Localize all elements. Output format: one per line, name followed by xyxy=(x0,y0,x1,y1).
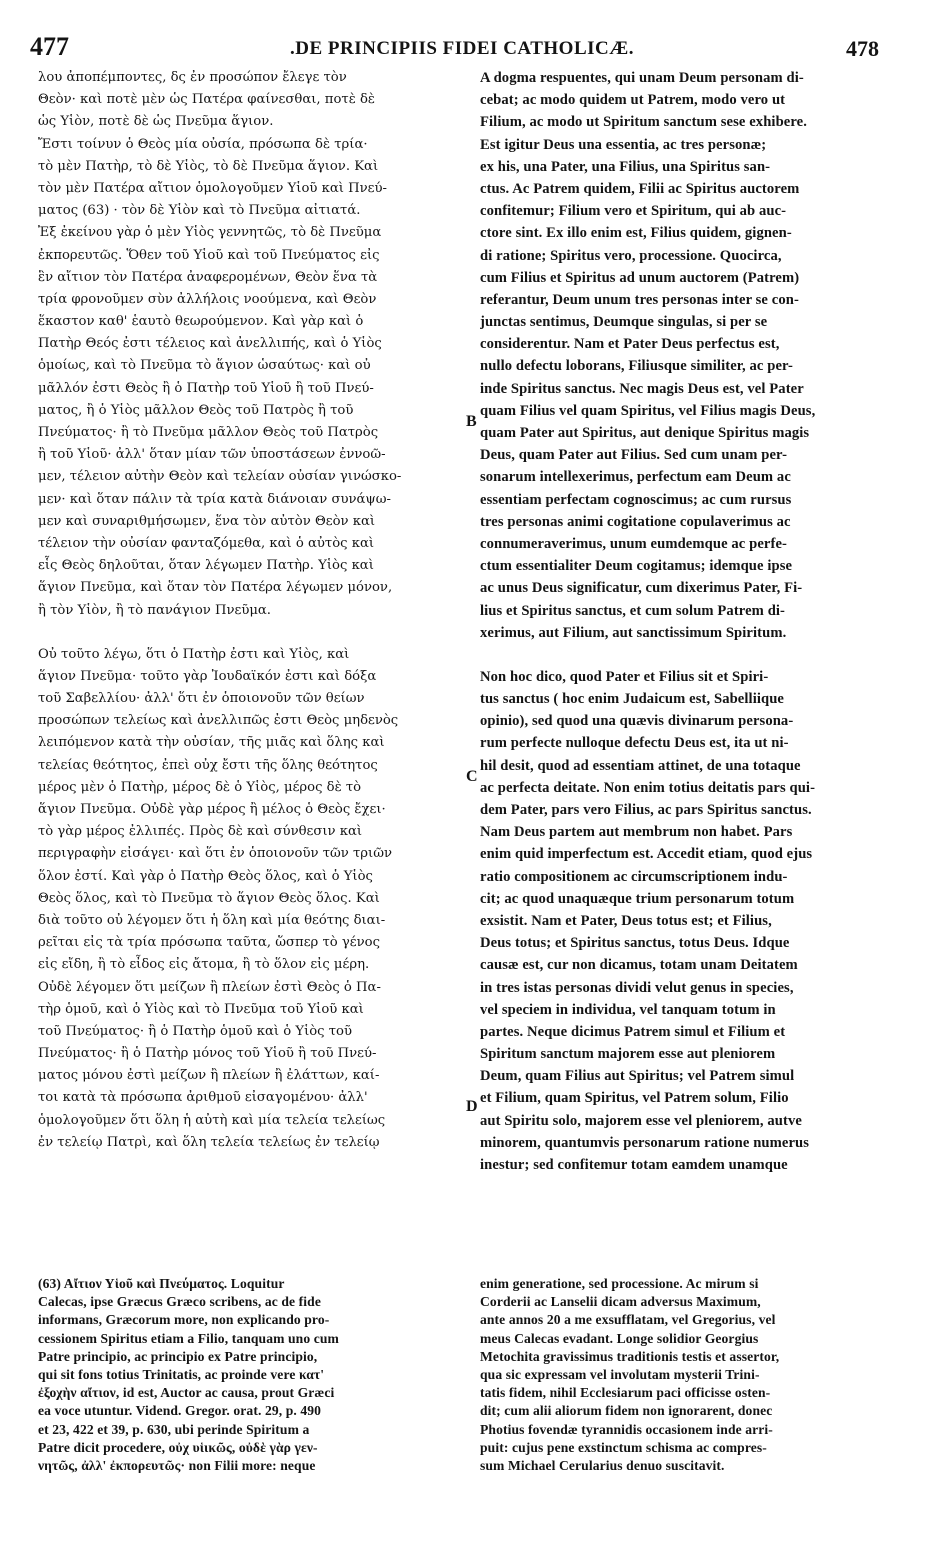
greek-text-line: τελείας θεότητος, ἐπεὶ οὐχ ἔστι τῆς ὅλης θεότητος xyxy=(38,757,378,773)
greek-text-line: ὅλον ἐστί. Καὶ γὰρ ὁ Πατὴρ Θεὸς ὅλος, καὶ ὁ Υἱὸς xyxy=(38,868,373,884)
latin-text-line: ex his, una Pater, una Filius, una Spiritus san- xyxy=(480,158,771,175)
footnote-line: puit: cujus pene exstinctum schisma ac compres- xyxy=(480,1439,767,1455)
greek-text-line: εἷς Θεὸς δηλοῦται, ὅταν λέγωμεν Πατὴρ. Υἱὸς καὶ xyxy=(38,558,374,574)
latin-text-line: referantur, Deum unum tres personas inter se con- xyxy=(480,291,799,308)
greek-text-line: τὴρ ὁμοῦ, καὶ ὁ Υἱὸς καὶ τὸ Πνεῦμα τοῦ Υἱοῦ καὶ xyxy=(38,1001,364,1017)
greek-text-line: τὸ γὰρ μέρος ἐλλιπές. Πρὸς δὲ καὶ σύνθεσιν καὶ xyxy=(38,824,363,840)
latin-text-line: ctore sint. Ex illo enim est, Filius quidem, gignen- xyxy=(480,225,792,242)
footnote-line: νητῶς, ἀλλ' ἐκπορευτῶς· non Filii more: neque xyxy=(38,1457,316,1473)
greek-text-line: ἓν αἴτιον τὸν Πατέρα ἀναφερομένων, Θεὸν ἕνα τὰ xyxy=(38,269,378,285)
footnote-line: ἐξοχὴν αἴτιον, id est, Auctor ac causa, prout Græci xyxy=(38,1385,335,1401)
greek-text-line: λειπόμενον κατὰ τὴν οὐσίαν, τῆς μιᾶς καὶ ὅλης καὶ xyxy=(38,735,385,751)
greek-text-line: ἢ τοῦ Υἱοῦ· ἀλλ' ὅταν μίαν τῶν ὑποστάσεων ἐννοῶ- xyxy=(38,447,386,463)
latin-text-line: inde Spiritus sanctus. Nec magis Deus est, vel Pater xyxy=(480,380,804,397)
greek-text-line: Πατὴρ Θεός ἐστι τέλειος καὶ ἀνελλιπής, καὶ ὁ Υἱὸς xyxy=(38,336,382,352)
latin-text-line: ac perfecta deitate. Non enim totius deitatis pars qui- xyxy=(480,779,816,796)
latin-text-line: exsistit. Nam et Pater, Deus totus est; et Filius, xyxy=(480,912,772,929)
latin-text-line: causæ est, cur non dicamus, totam unam Deitatem xyxy=(480,957,798,974)
greek-text-line: τοῦ Σαβελλίου· ἀλλ' ὅτι ἐν ὁποιονοῦν τῶν θείων xyxy=(38,691,365,707)
latin-text-line: lius et Spiritus sanctus, et cum solum Patrem di- xyxy=(480,602,786,619)
latin-text-line: cit; ac quod unaquæque trium personarum totum xyxy=(480,890,795,907)
latin-text-line: tus sanctus ( hoc enim Judaicum est, Sabelliique xyxy=(480,691,785,708)
latin-text-line: inestur; sed confitemur totam eamdem unamque xyxy=(480,1157,788,1173)
greek-text-line: Οὐδὲ λέγομεν ὅτι μείζων ἢ πλείων ἐστὶ Θεὸς ὁ Πα- xyxy=(38,979,381,995)
greek-text-line: τέλειον τὴν οὐσίαν φανταζόμεθα, καὶ ὁ αὐτὸς καὶ xyxy=(38,535,375,551)
latin-text-line: nullo defectu loborans, Filiusque similiter, ac per- xyxy=(480,358,794,375)
footnote-left xyxy=(38,1275,466,1475)
latin-text-line: essentiam perfectam cognoscimus; ac cum rursus xyxy=(480,491,792,508)
latin-text-line: Est igitur Deus una essentia, ac tres personæ; xyxy=(480,136,767,153)
greek-text-line: ἅγιον Πνεῦμα· τοῦτο γὰρ Ἰουδαϊκόν ἐστι καὶ δόξα xyxy=(38,668,377,684)
greek-text-line: τοι κατὰ τὰ πρόσωπα ἀριθμοῦ εἰσαγομένου· ἀλλ' xyxy=(38,1090,368,1106)
greek-text-line: ἐν τελείῳ Πατρὶ, καὶ ὅλη τελεία τελείως ἐν τελείῳ xyxy=(38,1134,380,1150)
greek-text-line: μεν καὶ συναριθμήσωμεν, ἕνα τὸν αὐτὸν Θεὸν καὶ xyxy=(38,513,376,529)
footnote-line: dit; cum alii aliorum fidem non ignorarent, donec xyxy=(480,1403,773,1419)
paragraph-gap xyxy=(38,622,466,644)
footnote-line: enim generatione, sed processione. Ac mirum si xyxy=(480,1276,759,1291)
greek-text-line: εἰς εἴδη, ἢ τὸ εἶδος εἰς ἄτομα, ἢ τὸ ὅλον εἰς μέρη. xyxy=(38,957,370,973)
greek-text-line: ματος μόνου ἐστὶ μείζων ἢ πλείων ἢ ἐλάττων, καί- xyxy=(38,1068,380,1084)
latin-text-line: xerimus, aut Filium, aut sanctissimum Spiritum. xyxy=(480,624,787,641)
latin-text-line: cebat; ac modo quidem ut Patrem, modo vero ut xyxy=(480,92,786,109)
greek-text-line: διὰ τοῦτο οὐ λέγομεν ὅτι ἡ ὅλη καὶ μία θεότης διαι- xyxy=(38,912,386,928)
footnote-line: Patre principio, ac principio ex Patre principio, xyxy=(38,1348,318,1364)
latin-text-line: Deus totus; et Spiritus sanctus, totus Deus. Idque xyxy=(480,935,790,952)
latin-text-line: minorem, quantumvis personarum ratione numerus xyxy=(480,1134,810,1151)
footnote-line: qui sit fons totius Trinitatis, ac proinde vere κατ' xyxy=(38,1366,325,1382)
greek-text-line: ματος, ἢ ὁ Υἱὸς μᾶλλον Θεὸς τοῦ Πατρὸς ἢ τοῦ xyxy=(38,402,354,418)
latin-text-line: quam Filius vel quam Spiritus, vel Filius magis Deus, xyxy=(480,402,816,419)
footnote-line: tatis fidem, nihil Ecclesiarum paci officisse osten- xyxy=(480,1385,771,1401)
footnote-line: informans, Græcorum more, non explicando pro- xyxy=(38,1312,330,1328)
footnote-line: ante annos 20 a me exsufflatam, vel Gregorius, vel xyxy=(480,1312,776,1328)
greek-text-line: τρία φρονοῦμεν σὺν ἀλλήλοις νοούμενα, καὶ Θεὸν xyxy=(38,291,377,307)
latin-text-line: vel speciem in individua, vel tanquam totum in xyxy=(480,1001,776,1018)
greek-text-line: λου ἀποπέμποντες, δς ἐν προσώπον ἔλεγε τὸν xyxy=(38,70,347,85)
greek-text-line: τοῦ Πνεύματος· ἢ ὁ Πατὴρ ὁμοῦ καὶ ὁ Υἱὸς τοῦ xyxy=(38,1023,353,1039)
footnote-line: Patre dicit procedere, οὐχ υἱικῶς, οὐδὲ γὰρ γεν- xyxy=(38,1439,318,1455)
footnote-line: Calecas, ipse Græcus Græco scribens, ac de fide xyxy=(38,1294,321,1310)
latin-text-line: opinio), sed quod una quævis divinarum persona- xyxy=(480,713,794,730)
footnote-line: Photius fovendæ tyrannidis occasionem inde arri- xyxy=(480,1421,773,1437)
latin-text-line: Non hoc dico, quod Pater et Filius sit et Spiri- xyxy=(480,668,769,685)
greek-text-line: Πνεύματος· ἢ ὁ Πατὴρ μόνος τοῦ Υἱοῦ ἢ τοῦ Πνεύ- xyxy=(38,1046,377,1062)
margin-letter-d: D xyxy=(466,1098,478,1115)
latin-text-line: Spiritum sanctum majorem esse aut pleniorem xyxy=(480,1046,776,1063)
latin-text-line: Deum, quam Filius aut Spiritus; vel Patrem simul xyxy=(480,1068,795,1085)
greek-text-line: ρεῖται εἰς τὰ τρία πρόσωπα ταῦτα, ὥσπερ τὸ γένος xyxy=(38,935,380,951)
greek-text-line: ἕκαστον καθ' ἑαυτὸ θεωρούμενον. Καὶ γὰρ καὶ ὁ xyxy=(38,314,364,330)
latin-text-line: di ratione; Spiritus vero, processione. Quocirca, xyxy=(480,247,782,264)
latin-text-line: junctas sentimus, Deumque singulas, si per se xyxy=(480,314,768,331)
greek-text-line: τὸν μὲν Πατέρα αἴτιον ὁμολογοῦμεν Υἱοῦ καὶ Πνεύ- xyxy=(38,180,387,196)
footnote-line: qua sic expressam vel involutam mysterii Trini- xyxy=(480,1366,760,1382)
greek-text-line: τὸ μὲν Πατὴρ, τὸ δὲ Υἱὸς, τὸ δὲ Πνεῦμα ἅγιον. Καὶ xyxy=(38,158,379,174)
latin-text-line: sonarum intellexerimus, perfectum eam Deum ac xyxy=(480,469,791,486)
footnote-line: sum Michael Cerularius denuo suscitavit. xyxy=(480,1457,725,1473)
latin-text-line: enim quid imperfectum est. Accedit etiam, quod ejus xyxy=(480,846,813,863)
footnote-line: (63) Αἴτιον Υἱοῦ καὶ Πνεύματος. Loquitur xyxy=(38,1276,285,1291)
latin-text-line: connumeraverimus, unum eumdemque ac perfe- xyxy=(480,535,787,552)
greek-column xyxy=(38,67,466,1154)
latin-text-line: ctus. Ac Patrem quidem, Filii ac Spiritus auctorem xyxy=(480,180,800,197)
greek-text-line: Θεὸν· καὶ ποτὲ μὲν ὡς Πατέρα φαίνεσθαι, ποτὲ δὲ xyxy=(38,92,375,108)
greek-text-line: ἢ τὸν Υἱὸν, ἢ τὸ πανάγιον Πνεῦμα. xyxy=(38,602,272,618)
page-number-right: 478 xyxy=(846,36,879,61)
footnote-line: ea voce utuntur. Vidend. Gregor. orat. 29, p. 490 xyxy=(38,1403,322,1419)
footnote-right xyxy=(480,1275,912,1475)
latin-text-line: confitemur; Filium vero et Spiritum, qui ab auc- xyxy=(480,203,787,220)
page-header xyxy=(0,28,940,68)
greek-text-line: ὁμολογοῦμεν ὅτι ὅλη ἡ αὐτὴ καὶ μία τελεία τελείως xyxy=(38,1112,386,1128)
running-head: .DE PRINCIPIIS FIDEI CATHOLICÆ. xyxy=(290,38,635,59)
latin-text-line: rum perfecte nulloque defectu Deus est, ita ut ni- xyxy=(480,735,789,752)
greek-text-line: ὡς Υἱὸν, ποτὲ δὲ ὡς Πνεῦμα ἅγιον. xyxy=(38,114,274,130)
greek-text-line: μᾶλλόν ἐστι Θεὸς ἢ ὁ Πατὴρ τοῦ Υἱοῦ ἢ τοῦ Πνεύ- xyxy=(38,380,374,396)
greek-text-line: ὁμοίως, καὶ τὸ Πνεῦμα τὸ ἅγιον ὡσαύτως· καὶ οὐ xyxy=(38,358,371,374)
latin-text-line: considerentur. Nam et Pater Deus perfectus est, xyxy=(480,336,780,353)
greek-text-line: μέρος μὲν ὁ Πατὴρ, μέρος δὲ ὁ Υἱὸς, μέρος δὲ τὸ xyxy=(38,779,362,795)
latin-text-line: hil desit, quod ad essentiam attinet, de una totaque xyxy=(480,757,801,774)
latin-column xyxy=(480,67,912,1176)
latin-text-line: quam Pater aut Spiritus, aut denique Spiritus magis xyxy=(480,425,810,441)
latin-text-line: partes. Neque dicimus Patrem simul et Filium et xyxy=(480,1023,786,1040)
latin-text-line: ac unus Deus significatur, cum dixerimus Pater, Fi- xyxy=(480,580,803,597)
latin-text-line: in tres istas personas dividi velut genus in species, xyxy=(480,979,794,996)
latin-text-line: tres personas animi cogitatione copulaverimus ac xyxy=(480,513,791,530)
margin-letter-c: C xyxy=(466,768,478,785)
greek-text-line: Οὐ τοῦτο λέγω, ὅτι ὁ Πατὴρ ἐστι καὶ Υἱὸς, καὶ xyxy=(38,646,350,662)
latin-text-line: Filium, ac modo ut Spiritum sanctum sese exhibere. xyxy=(480,114,808,131)
footnote-line: Corderii ac Lanselii dicam adversus Maximum, xyxy=(480,1294,761,1310)
latin-text-line: A dogma respuentes, qui unam Deum personam di- xyxy=(480,70,804,86)
latin-text-line: ratio compositionem ac circumscriptionem indu- xyxy=(480,868,788,885)
greek-text-line: Ἔστι τοίνυν ὁ Θεὸς μία οὐσία, πρόσωπα δὲ τρία· xyxy=(38,136,368,152)
latin-text-line: dem Pater, pars vero Filius, ac pars Spiritus sanctus. xyxy=(480,802,812,818)
greek-text-line: μεν· καὶ ὅταν πάλιν τὰ τρία κατὰ διάνοιαν συνάψω- xyxy=(38,491,391,507)
latin-text-line: et Filium, quam Spiritus, vel Patrem solum, Filio xyxy=(480,1090,789,1107)
greek-text-line: Θεὸς ὅλος, καὶ τὸ Πνεῦμα τὸ ἅγιον Θεὸς ὅλος. Καὶ xyxy=(38,890,380,906)
footnote-line: et 23, 422 et 39, p. 630, ubi perinde Spiritum a xyxy=(38,1421,310,1437)
latin-text-line: Deus, quam Pater aut Filius. Sed cum unam per- xyxy=(480,447,788,464)
margin-letter-b: B xyxy=(466,413,477,430)
greek-text-line: Ἐξ ἐκείνου γὰρ ὁ μὲν Υἱὸς γεννητῶς, τὸ δὲ Πνεῦμα xyxy=(38,225,382,241)
greek-text-line: προσώπων τελείως καὶ ἀνελλιπῶς ἐστι Θεὸς μηδενὸς xyxy=(38,713,399,729)
greek-text-line: περιγραφὴν εἰσάγει· καὶ ὅτι ἐν ὁποιονοῦν τῶν τριῶν xyxy=(38,846,392,862)
latin-text-line: aut Spiritu solo, majorem esse vel pleniorem, autve xyxy=(480,1112,802,1129)
latin-text-line: cum Filius et Spiritus ad unum auctorem (Patrem) xyxy=(480,269,800,286)
greek-text-line: ματος (63) · τὸν δὲ Υἱὸν καὶ τὸ Πνεῦμα αἰτιατά. xyxy=(38,203,361,219)
greek-text-line: ἐκπορευτῶς. Ὅθεν τοῦ Υἱοῦ καὶ τοῦ Πνεύματος εἰς xyxy=(38,247,380,263)
footnote-line: Metochita gravissimus traditionis testis et assertor, xyxy=(480,1348,780,1364)
footnote-line: cessionem Spiritus etiam a Filio, tanquam uno cum xyxy=(38,1330,339,1346)
page-number-left: 477 xyxy=(30,32,69,61)
paragraph-gap xyxy=(480,644,912,666)
greek-text-line: ἅγιον Πνεῦμα, καὶ ὅταν τὸν Πατέρα λέγωμεν μόνον, xyxy=(38,580,393,596)
latin-text-line: ctum essentialiter Deum cogitamus; idemque ipse xyxy=(480,558,793,575)
footnote-line: meus Calecas evadant. Longe solidior Georgius xyxy=(480,1330,759,1346)
greek-text-line: ἅγιον Πνεῦμα. Οὐδὲ γὰρ μέρος ἢ μέλος ὁ Θεὸς ἔχει· xyxy=(38,802,386,817)
latin-text-line: Nam Deus partem aut membrum non habet. Pars xyxy=(480,824,793,841)
greek-text-line: μεν, τέλειον αὐτὴν Θεὸν καὶ τελείαν οὐσίαν γινώσκο- xyxy=(38,469,402,485)
greek-text-line: Πνεύματος· ἢ τὸ Πνεῦμα μᾶλλον Θεὸς τοῦ Πατρὸς xyxy=(38,425,379,440)
